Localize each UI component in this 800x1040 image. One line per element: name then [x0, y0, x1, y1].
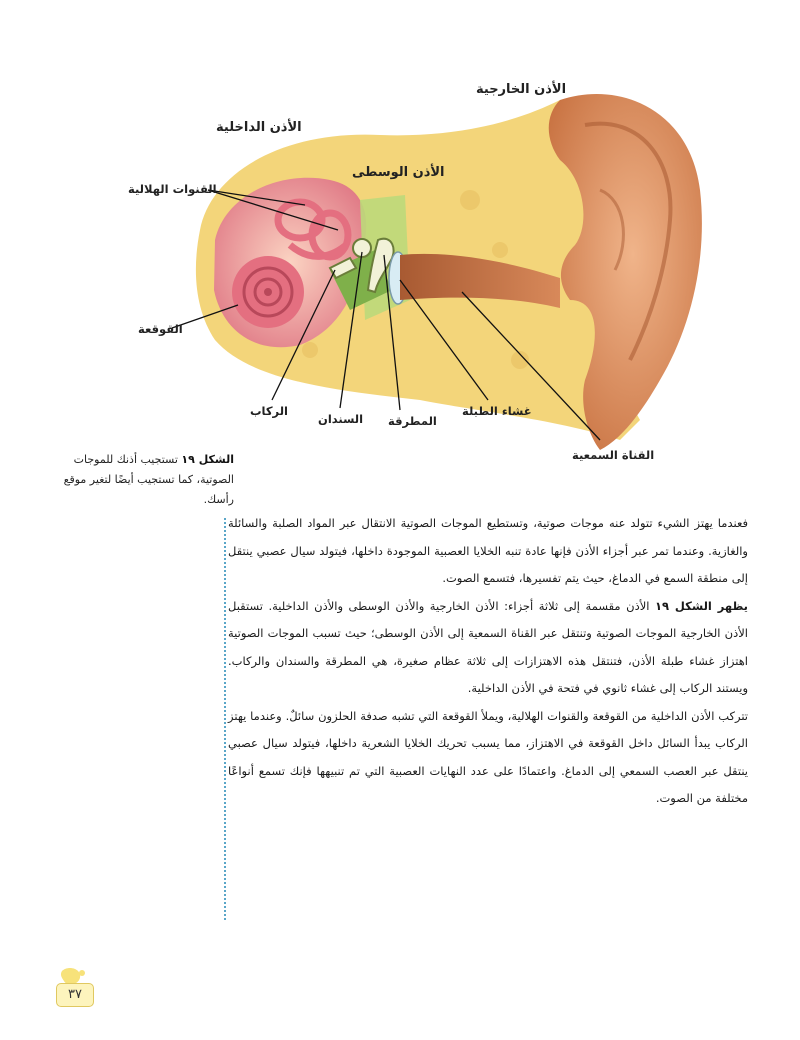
paragraph-ear-parts: [228, 593, 748, 703]
label-anvil: السندان: [318, 412, 364, 426]
figure-caption-text: تستجيب أذنك للموجات الصوتية، كما تستجيب أيضًا لتغير موقع رأسك.: [63, 453, 234, 506]
label-eardrum: غشاء الطبلة: [462, 404, 532, 418]
paragraph-ear-parts-text: الأذن مقسمة إلى ثلاثة أجزاء: الأذن الخارجية والأذن الوسطى والأذن الداخلية. تستقبل الأذن الخارجية الموجات الصوتية وتنتقل عبر القناة السمعية إلى الأذن الوسطى؛ حيث تسبب الموجات الصوتية اهتزاز غشاء طبلة الأذن، فتنتقل هذه الاهتزازات إلى ثلاثة عظام صغيرة، هي المطرقة والسندان والركاب. ويستند الركاب إلى غشاء ثانوي في فتحة في الأذن الداخلية.: [228, 598, 748, 695]
paragraph-lead: يظهر الشكل ١٩: [654, 598, 748, 613]
page-number: ٣٧: [56, 983, 94, 1007]
label-cochlea: القوقعة: [138, 322, 183, 336]
label-stirrup: الركاب: [250, 404, 288, 418]
label-outer-ear: الأذن الخارجية: [476, 82, 567, 97]
label-ear-canal: القناة السمعية: [572, 448, 655, 462]
figure-number: الشكل ١٩: [181, 453, 234, 466]
article-body: [228, 510, 754, 813]
label-semicircular-canals: القنوات الهلالية: [128, 182, 217, 196]
ear-anatomy-figure: [0, 0, 800, 500]
paragraph-inner-ear: تتركب الأذن الداخلية من القوقعة والقنوات الهلالية، ويملأ القوقعة التي تشبه صدفة الحلزون سائلٌ. وعندما يهتز الركاب يبدأ السائل داخل القوقعة في الاهتزاز، مما يسبب تحريك الخلايا الشعرية داخلها، فيتولد سيال عصبي ينتقل عبر العصب السمعي إلى الدماغ. واعتمادًا على عدد النهايات العصبية التي تم تنبيهها فإنك تسمع أنواعًا مختلفة من الصوت.: [228, 708, 748, 805]
cochlea: [232, 256, 304, 328]
label-middle-ear: الأذن الوسطى: [352, 165, 445, 180]
label-inner-ear: الأذن الداخلية: [216, 120, 302, 135]
paragraph-sound-waves: فعندما يهتز الشيء تتولد عنه موجات صوتية، وتستطيع الموجات الصوتية الانتقال عبر المواد الصلبة والسائلة والغازية. وعندما تمر عبر أجزاء الأذن فإنها عادة تنبه الخلايا العصبية الموجودة داخلها، فيتولد سيال عصبي ينتقل إلى منطقة السمع في الدماغ، حيث يتم تفسيرها، فتسمع الصوت.: [228, 516, 748, 585]
column-rule: [224, 518, 226, 920]
label-hammer: المطرقة: [388, 414, 437, 428]
figure-caption: [38, 450, 234, 510]
